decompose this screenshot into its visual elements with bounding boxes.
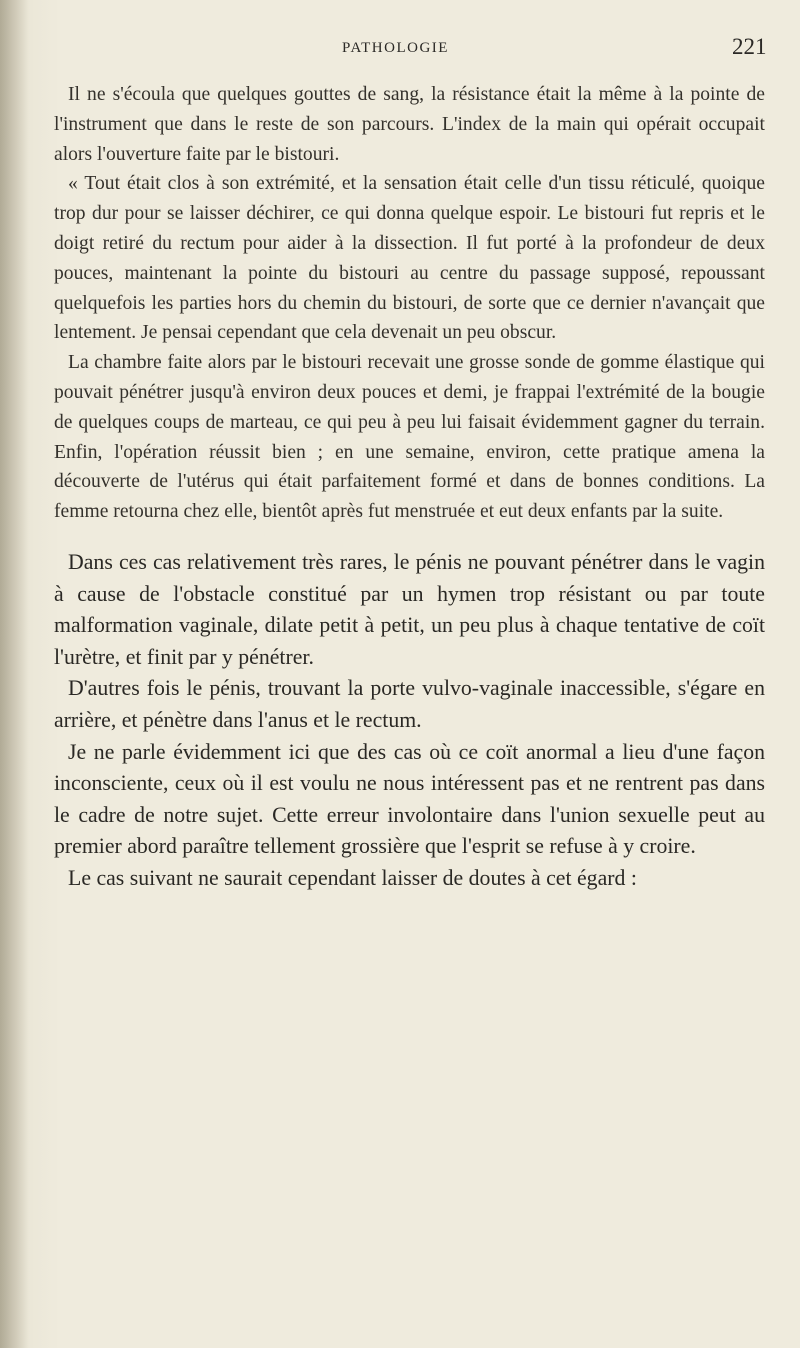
running-head — [0, 10, 800, 59]
page-number: 221 — [732, 34, 767, 59]
paragraph-quote-outcome: La chambre faite alors par le bistouri recevait une grosse sonde de gomme élastique qui pouvait pénétrer jusqu'à environ deux pouces et demi, je frappai l'extrémité de la bougie de quelques coups de marteau, ce qui peu à peu lui faisait évidemment gagner du terrain. Enfin, l'opération réussit bien ; en une semaine, environ, cette pratique amena la découverte de l'utérus qui était parfaitement formé et dans de bonnes conditions. La femme retourna chez elle, bientôt après fut menstruée et eut deux enfants par la suite. — [54, 352, 765, 523]
running-title: PATHOLOGIE — [342, 40, 449, 56]
paragraph-other-times: D'autres fois le pénis, trouvant la porte vulvo-vaginale inaccessible, s'égare en arrière, et pénètre dans l'anus et le rectum. — [54, 676, 765, 732]
paragraph-following-case: Le cas suivant ne saurait cependant laisser de doutes à cet égard : — [68, 865, 637, 890]
body-text — [54, 80, 765, 894]
paragraph-unconscious-coitus: Je ne parle évidemment ici que des cas où ce coït anormal a lieu d'une façon inconsciente, ceux où il est voulu ne nous intéressent pas et ne rentrent pas dans le cadre de notre sujet. Cette erreur involontaire dans l'union sexuelle peut au premier abord paraître tellement grossière que l'esprit se refuse à y croire. — [54, 739, 765, 859]
binding-shadow — [0, 0, 28, 1348]
paragraph-quote-bleeding: Il ne s'écoula que quelques gouttes de sang, la résistance était la même à la pointe de l'instrument que dans le reste de son parcours. L'index de la main qui opérait occupait alors l'ouverture faite par le bistouri. — [54, 84, 765, 165]
paragraph-quote-dissection: « Tout était clos à son extrémité, et la sensation était celle d'un tissu réticulé, quoique trop dur pour se laisser déchirer, ce qui donna quelque espoir. Le bistouri fut repris et le doigt retiré du rectum pour aider à la dissection. Il fut porté à la profondeur de deux pouces, maintenant la pointe du bistouri au centre du passage supposé, repoussant quelquefois les parties hors du chemin du bistouri, de sorte que ce dernier n'avançait que lentement. Je pensai cependant que cela devenait un peu obscur. — [54, 173, 765, 344]
paragraph-rare-cases: Dans ces cas relativement très rares, le pénis ne pouvant pénétrer dans le vagin à cause de l'obstacle constitué par un hymen trop résistant ou par toute malformation vaginale, dilate petit à petit, un peu plus à chaque tentative de coït l'urètre, et finit par y pénétrer. — [54, 549, 765, 669]
section-gap — [54, 527, 765, 547]
